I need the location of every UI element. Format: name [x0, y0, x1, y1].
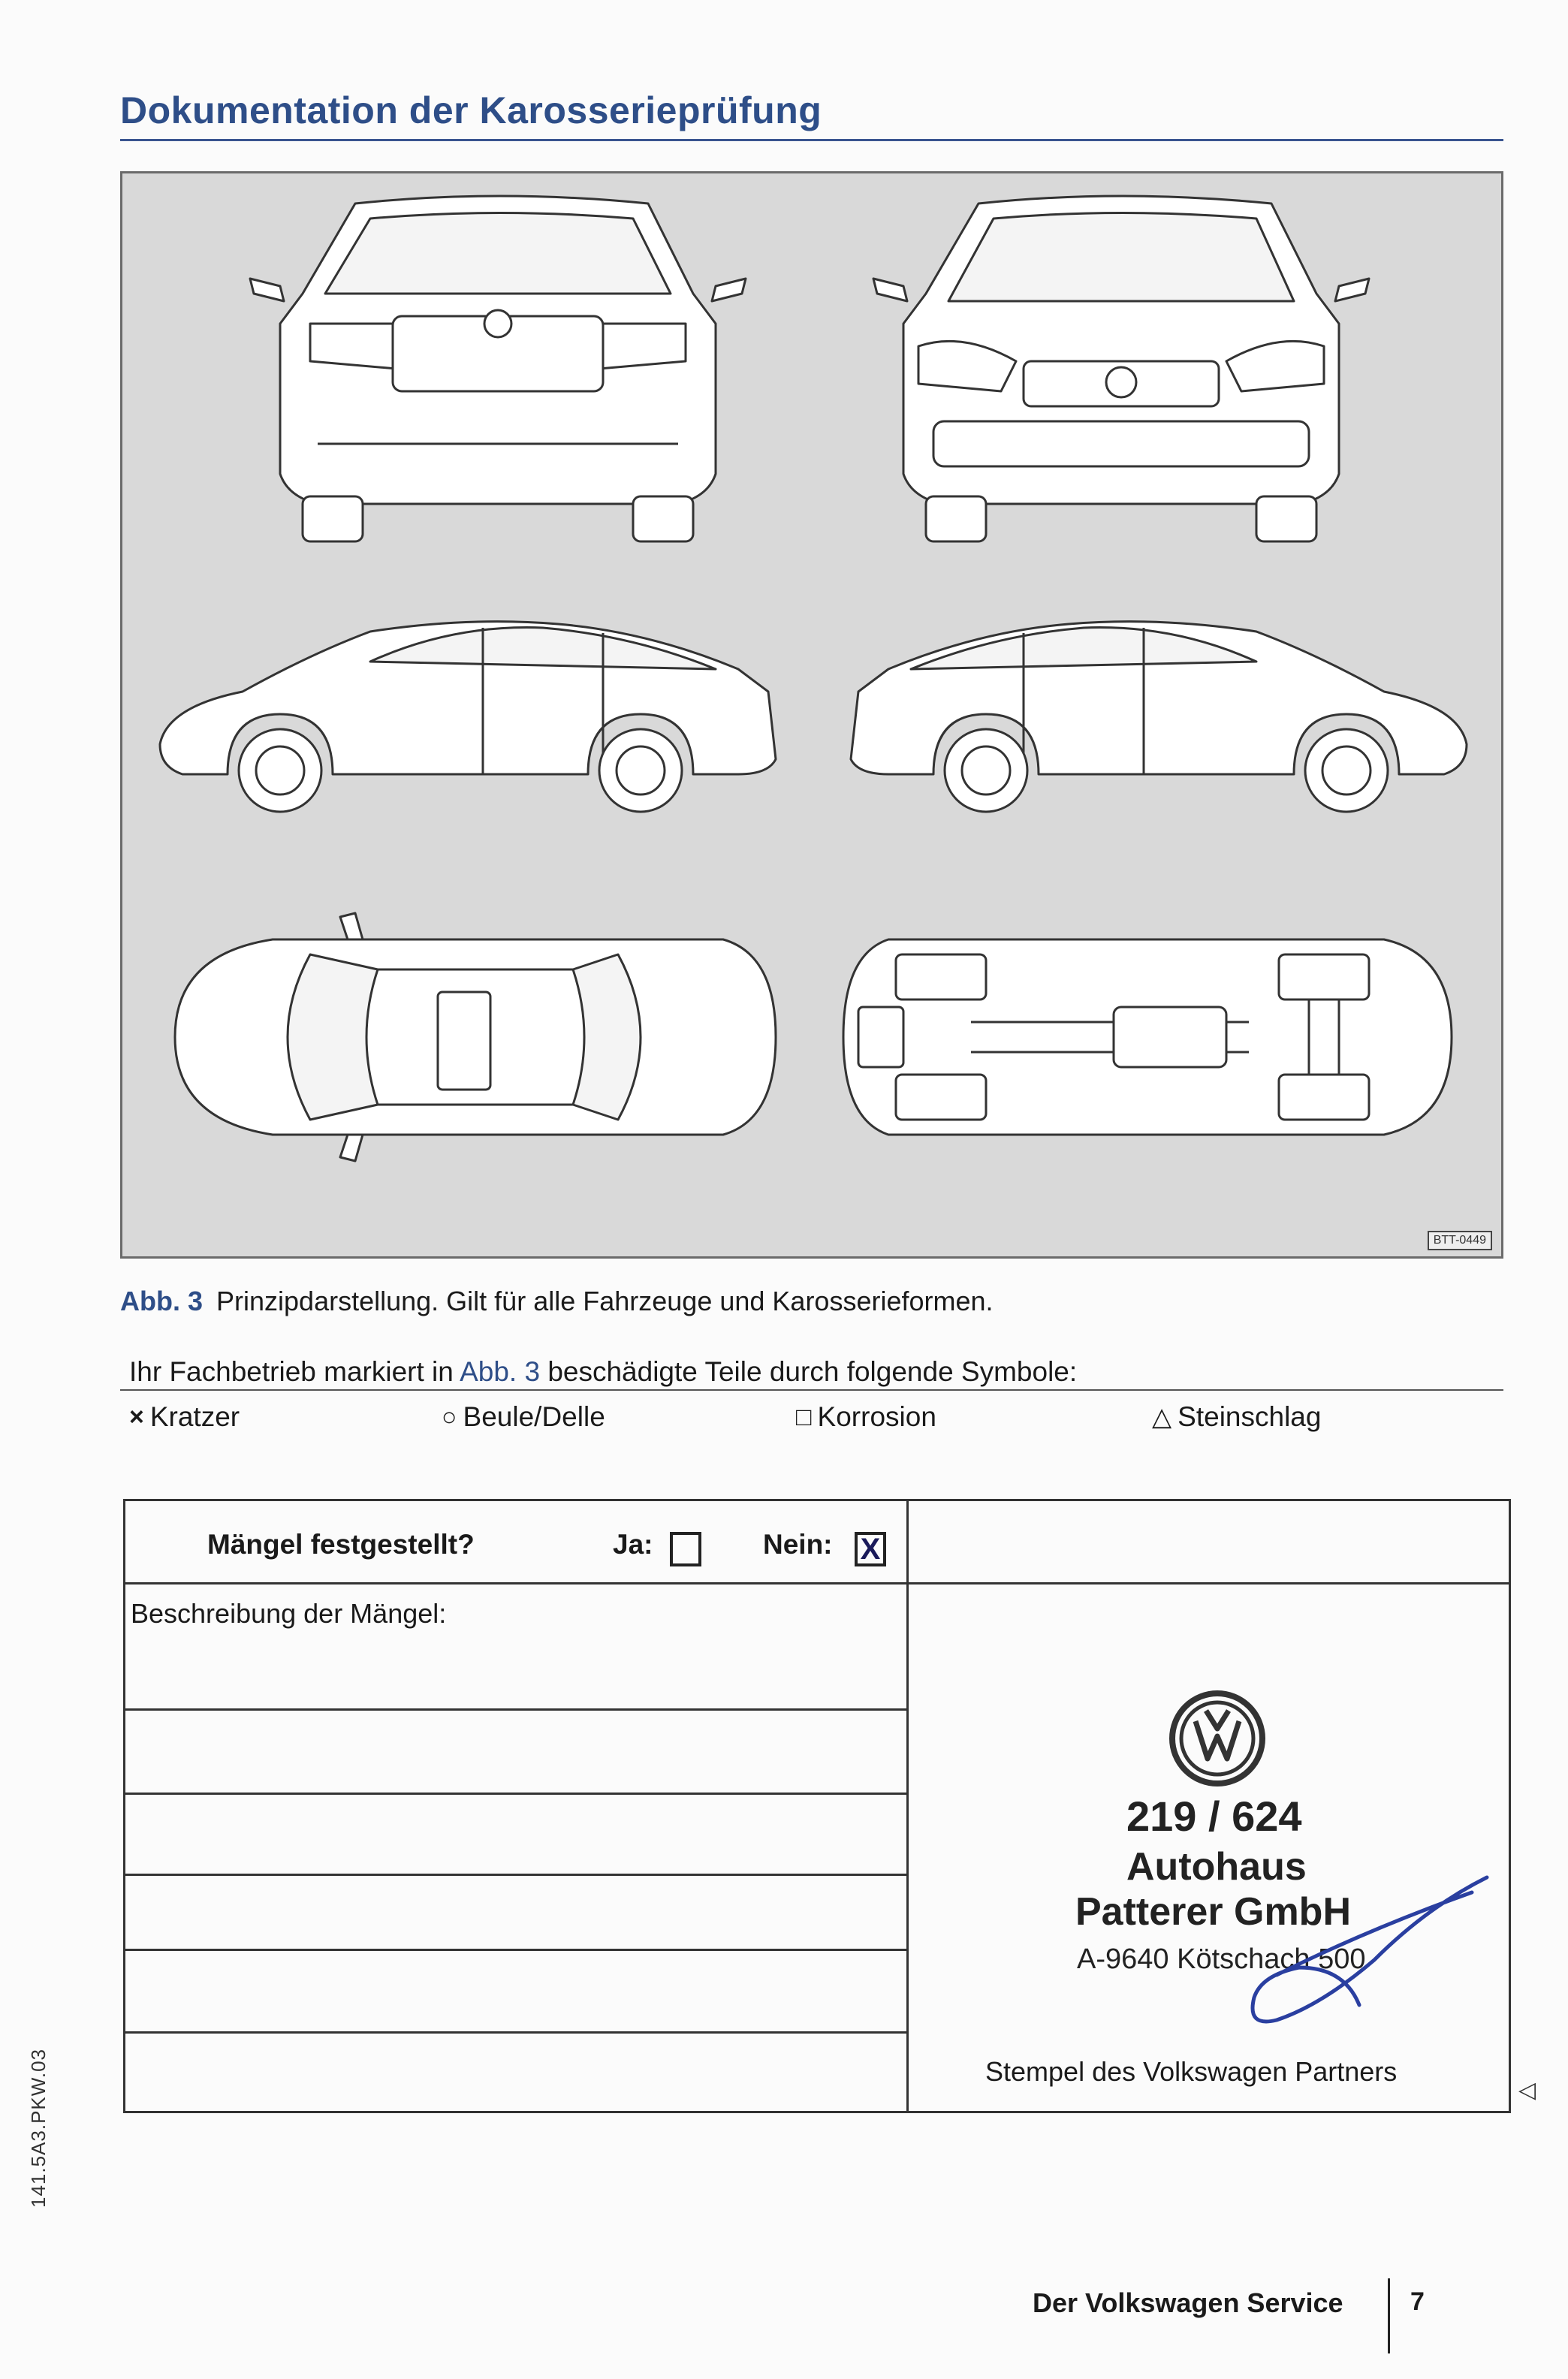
title-divider — [120, 139, 1503, 141]
triangle-icon: △ — [1152, 1403, 1172, 1431]
x-mark-icon: × — [129, 1402, 144, 1431]
footer-title: Der Volkswagen Service — [1033, 2287, 1343, 2318]
figure-code: BTT-0449 — [1428, 1231, 1492, 1250]
yes-checkbox[interactable] — [670, 1532, 701, 1566]
form-line — [125, 1793, 906, 1795]
symbol-scratch-label: Kratzer — [149, 1401, 240, 1432]
vw-logo-icon — [1168, 1690, 1266, 1787]
figure-caption — [120, 1286, 994, 1317]
form-line — [125, 1708, 906, 1711]
square-icon: □ — [796, 1402, 812, 1431]
symbol-corrosion-label: Korrosion — [817, 1401, 936, 1432]
legend-intro-ref: Abb. 3 — [460, 1356, 541, 1387]
vehicle-diagram-figure — [120, 171, 1503, 1259]
legend-divider — [120, 1389, 1503, 1391]
form-header-divider — [125, 1582, 1509, 1584]
symbol-stone-chip — [1152, 1401, 1321, 1433]
legend-intro-after: beschädigte Teile durch folgende Symbole: — [540, 1356, 1078, 1387]
form-column-divider — [906, 1501, 909, 2111]
stamp-caption: Stempel des Volkswagen Partners — [985, 2056, 1398, 2087]
front-view — [873, 196, 1369, 541]
symbol-scratch — [129, 1401, 240, 1433]
symbol-corrosion — [796, 1401, 936, 1433]
caption-text: Prinzipdarstellung. Gilt für alle Fahrzeuge und Karosserieformen. — [216, 1286, 994, 1316]
form-line — [125, 1874, 906, 1876]
circle-icon: ○ — [442, 1402, 457, 1431]
handwritten-signature — [1232, 1862, 1502, 2043]
checkbox-x-mark: X — [860, 1533, 881, 1566]
symbol-stone-chip-label: Steinschlag — [1178, 1401, 1322, 1432]
symbol-dent-label: Beule/Delle — [463, 1401, 605, 1432]
yes-label: Ja: — [613, 1529, 653, 1560]
no-checkbox[interactable] — [855, 1532, 886, 1566]
right-side-view — [851, 622, 1467, 812]
form-line — [125, 1949, 906, 1951]
form-line — [125, 2031, 906, 2034]
caption-label: Abb. 3 — [120, 1286, 204, 1316]
side-document-code: 141.5A3.PKW.03 — [27, 2048, 50, 2208]
underbody-view — [843, 939, 1452, 1135]
page-number: 7 — [1410, 2287, 1425, 2316]
description-label: Beschreibung der Mängel: — [131, 1598, 447, 1629]
symbol-dent — [442, 1401, 605, 1433]
vehicle-diagram — [122, 173, 1501, 1256]
footer-divider — [1388, 2278, 1390, 2353]
no-label: Nein: — [763, 1529, 833, 1560]
stamp-line-3: A-9640 Kötschach 500 — [1077, 1943, 1366, 1975]
top-view — [175, 913, 776, 1161]
stamp-line-1: Autohaus — [1126, 1845, 1307, 1889]
left-side-view — [160, 622, 776, 812]
stamp-number: 219 / 624 — [1126, 1793, 1302, 1840]
legend-intro — [129, 1356, 1077, 1388]
legend-intro-before: Ihr Fachbetrieb markiert in — [129, 1356, 460, 1387]
page-title: Dokumentation der Karosserieprüfung — [120, 89, 822, 131]
stamp-line-2: Patterer GmbH — [1075, 1890, 1351, 1934]
rear-view — [250, 196, 746, 541]
defects-question: Mängel festgestellt? — [207, 1529, 475, 1560]
continue-arrow-icon: ◁ — [1518, 2078, 1536, 2103]
